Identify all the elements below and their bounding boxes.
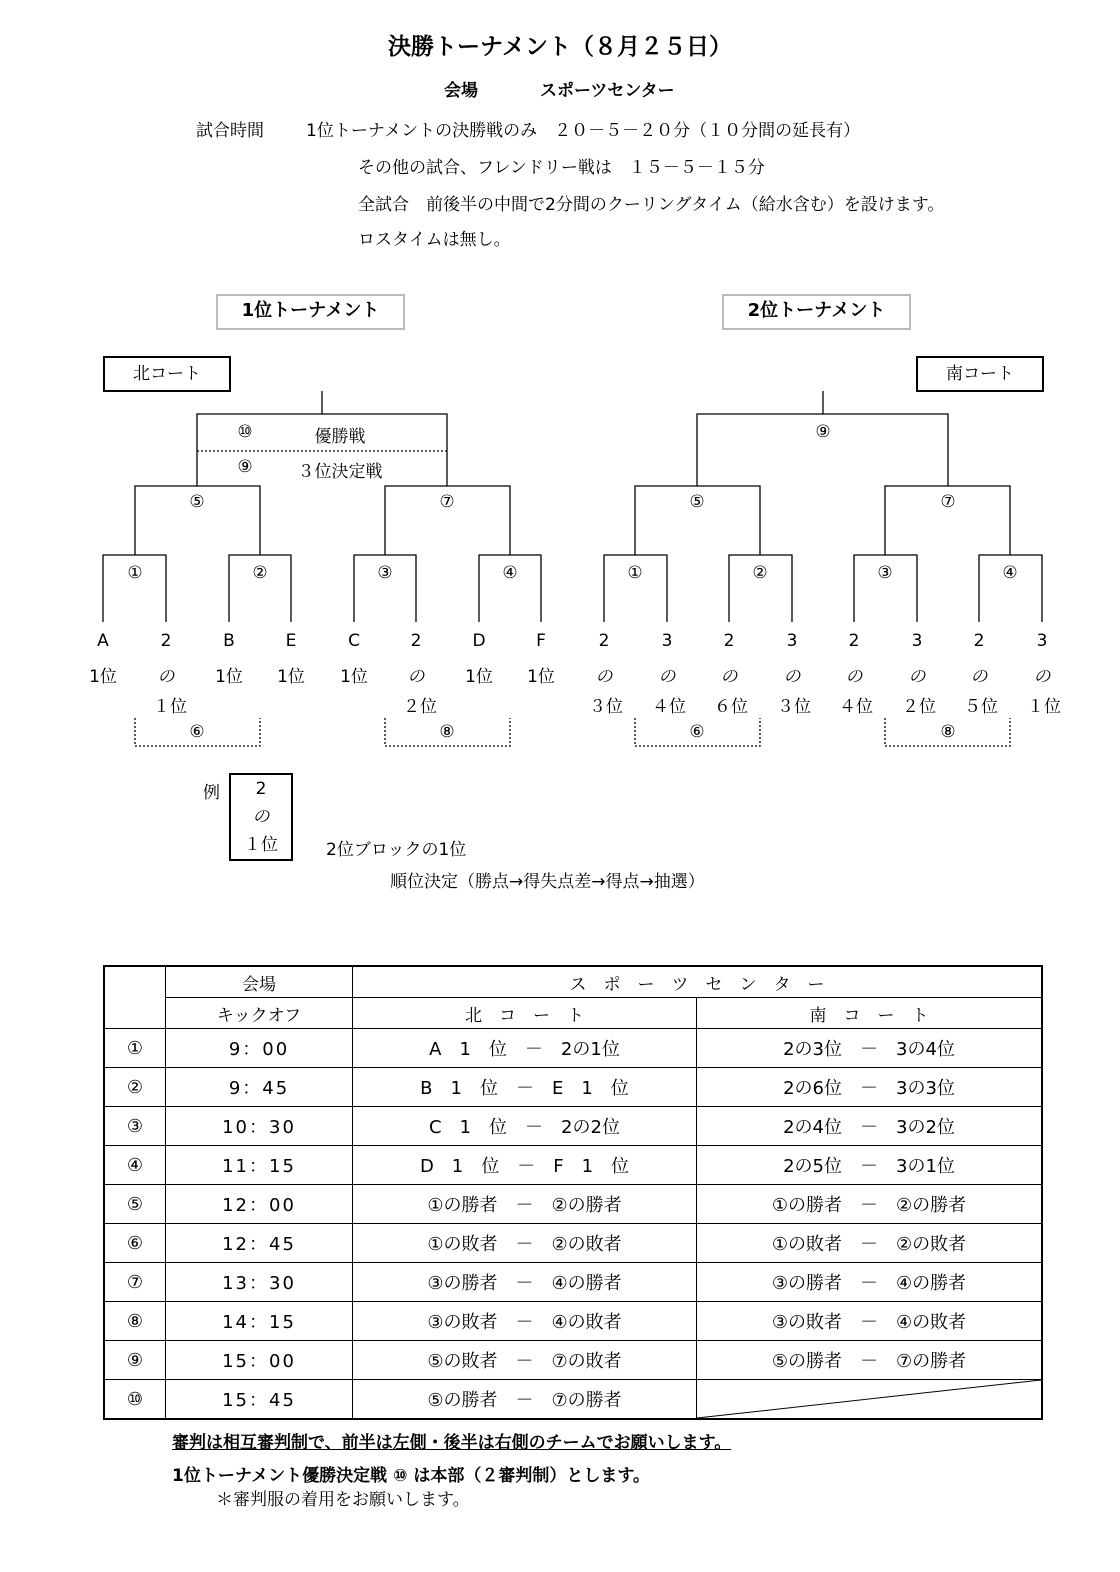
note-referee: 審判は相互審判制で、前半は左側・後半は右側のチームでお願いします。 [172,1433,732,1453]
schedule-corner [104,966,166,1029]
example-explain: 2位ブロックの1位 [326,840,467,860]
right-team-4-bot: ３位 [777,697,811,717]
left-team-1-mid: 1位 [89,667,117,687]
right-team-7-mid: の [970,667,988,687]
right-team-3-top: 2 [723,631,735,651]
match-number: ③ [104,1107,166,1146]
left-final-number: ⑩ [237,422,253,442]
right-semi-2: ⑦ [940,492,956,512]
right-team-1-bot: ３位 [589,697,623,717]
kickoff-time: 12：00 [166,1185,353,1224]
left-team-1-top: A [97,631,109,651]
left-team-6-bot: ２位 [403,697,437,717]
north-match: D 1 位 － F 1 位 [353,1146,697,1185]
left-third-label: ３位決定戦 [297,462,383,482]
example-box-line1: 2 [255,779,267,799]
page-title: 決勝トーナメント（８月２５日） [387,34,733,60]
match-time-line4: ロスタイムは無し。 [358,230,511,250]
left-team-3-mid: 1位 [215,667,243,687]
match-number: ⑤ [104,1185,166,1224]
example-box-line3: １位 [244,835,278,855]
north-match: ①の勝者 － ②の勝者 [353,1185,697,1224]
left-team-8-mid: 1位 [527,667,555,687]
right-team-8-top: 3 [1036,631,1048,651]
kickoff-time: 15：45 [166,1380,353,1420]
right-team-6-bot: ２位 [902,697,936,717]
left-team-7-top: D [472,631,486,651]
left-semi-1: ⑤ [189,492,205,512]
right-team-1-top: 2 [598,631,610,651]
table-row [104,1107,1042,1146]
north-match: A 1 位 － 2の1位 [353,1029,697,1068]
ranking-rule: 順位決定（勝点→得失点差→得点→抽選） [390,872,705,892]
venue-name: スポーツセンター [540,81,675,101]
schedule-venue-header: 会場 [166,966,353,998]
right-team-7-top: 2 [973,631,985,651]
right-round-3: ③ [877,563,893,583]
south-match: 2の3位 － 3の4位 [697,1029,1043,1068]
south-match: ⑤の勝者 － ⑦の勝者 [697,1341,1043,1380]
kickoff-time: 12：45 [166,1224,353,1263]
kickoff-time: 15：00 [166,1341,353,1380]
right-team-8-bot: １位 [1027,697,1061,717]
match-number: ① [104,1029,166,1068]
left-round-1: ① [127,563,143,583]
right-team-1-mid: の [595,667,613,687]
table-row [104,1185,1042,1224]
schedule-venue-value: ス ポ ー ツ セ ン タ ー [353,966,1043,998]
table-row [104,1302,1042,1341]
south-match: 2の6位 － 3の3位 [697,1068,1043,1107]
left-team-3-top: B [223,631,235,651]
north-match: ⑤の勝者 － ⑦の勝者 [353,1380,697,1420]
empty-cell-diagonal [697,1380,1043,1420]
right-round-4: ④ [1002,563,1018,583]
south-match: ①の敗者 － ②の敗者 [697,1224,1043,1263]
north-match: ③の勝者 － ④の勝者 [353,1263,697,1302]
left-team-5-mid: 1位 [340,667,368,687]
schedule-table [103,965,1043,1420]
left-round-2: ② [252,563,268,583]
match-number: ② [104,1068,166,1107]
right-round-2: ② [752,563,768,583]
table-row [104,1029,1042,1068]
table-row [104,1224,1042,1263]
right-friendly-1: ⑥ [689,722,705,742]
match-time-line3: 全試合 前後半の中間で2分間のクーリングタイム（給水含む）を設けます。 [358,195,945,215]
right-team-5-mid: の [845,667,863,687]
right-team-5-top: 2 [848,631,860,651]
left-team-2-bot: １位 [153,697,187,717]
right-round-1: ① [627,563,643,583]
north-match: B 1 位 － E 1 位 [353,1068,697,1107]
left-team-6-top: 2 [410,631,422,651]
left-team-4-mid: 1位 [277,667,305,687]
match-number: ⑩ [104,1380,166,1420]
north-match: ⑤の敗者 － ⑦の敗者 [353,1341,697,1380]
schedule-kickoff-header: キックオフ [166,998,353,1029]
right-team-2-bot: ４位 [652,697,686,717]
match-number: ⑧ [104,1302,166,1341]
table-row [104,1068,1042,1107]
note-uniform: ＊審判服の着用をお願いします。 [216,1490,470,1510]
match-time-label: 試合時間 [196,121,264,141]
right-final-number: ⑨ [815,422,831,442]
left-team-5-top: C [348,631,360,651]
match-number: ⑦ [104,1263,166,1302]
south-match: 2の4位 － 3の2位 [697,1107,1043,1146]
kickoff-time: 10：30 [166,1107,353,1146]
right-team-5-bot: ４位 [839,697,873,717]
left-round-4: ④ [502,563,518,583]
south-match: ③の勝者 － ④の勝者 [697,1263,1043,1302]
note-final-referee: 1位トーナメント優勝決定戦 ⑩ は本部（２審判制）とします。 [172,1466,651,1486]
bracket-left-heading: 1位トーナメント [216,294,405,330]
court-south-label: 南コート [916,356,1044,392]
left-friendly-1: ⑥ [189,722,205,742]
match-number: ⑨ [104,1341,166,1380]
kickoff-time: 14：15 [166,1302,353,1341]
court-north-label: 北コート [103,356,231,392]
table-row [104,1380,1042,1420]
venue-label: 会場 [444,81,478,101]
left-team-4-top: E [285,631,297,651]
match-number: ④ [104,1146,166,1185]
kickoff-time: 9：00 [166,1029,353,1068]
left-team-8-top: F [536,631,546,651]
kickoff-time: 11：15 [166,1146,353,1185]
right-team-6-top: 3 [911,631,923,651]
schedule-north-header: 北 コ ー ト [353,998,697,1029]
left-round-3: ③ [377,563,393,583]
right-team-7-bot: ５位 [964,697,998,717]
left-team-2-mid: の [157,667,175,687]
south-match: ③の敗者 － ④の敗者 [697,1302,1043,1341]
example-box-line2: の [252,807,270,827]
south-match: ①の勝者 － ②の勝者 [697,1185,1043,1224]
left-team-7-mid: 1位 [465,667,493,687]
right-semi-1: ⑤ [689,492,705,512]
match-time-line1: 1位トーナメントの決勝戦のみ ２０－５－２０分（１０分間の延長有） [306,121,861,141]
left-final-label: 優勝戦 [314,427,366,447]
example-label: 例 [203,783,220,803]
kickoff-time: 9：45 [166,1068,353,1107]
north-match: ③の敗者 － ④の敗者 [353,1302,697,1341]
bracket-right-heading: 2位トーナメント [722,294,911,330]
north-match: ①の敗者 － ②の敗者 [353,1224,697,1263]
right-team-4-top: 3 [786,631,798,651]
left-semi-2: ⑦ [439,492,455,512]
table-row [104,1146,1042,1185]
right-team-2-mid: の [658,667,676,687]
match-time-line2: その他の試合、フレンドリー戦は １５－５－１５分 [358,158,765,178]
example-box [229,773,293,861]
table-row [104,1263,1042,1302]
right-friendly-2: ⑧ [940,722,956,742]
left-team-6-mid: の [407,667,425,687]
left-team-2-top: 2 [160,631,172,651]
right-team-2-top: 3 [661,631,673,651]
right-team-4-mid: の [783,667,801,687]
match-number: ⑥ [104,1224,166,1263]
right-team-6-mid: の [908,667,926,687]
left-third-number: ⑨ [237,457,253,477]
north-match: C 1 位 － 2の2位 [353,1107,697,1146]
right-team-3-mid: の [720,667,738,687]
right-team-8-mid: の [1033,667,1051,687]
kickoff-time: 13：30 [166,1263,353,1302]
right-team-3-bot: ６位 [714,697,748,717]
schedule-south-header: 南 コ ー ト [697,998,1043,1029]
left-friendly-2: ⑧ [439,722,455,742]
south-match: 2の5位 － 3の1位 [697,1146,1043,1185]
table-row [104,1341,1042,1380]
